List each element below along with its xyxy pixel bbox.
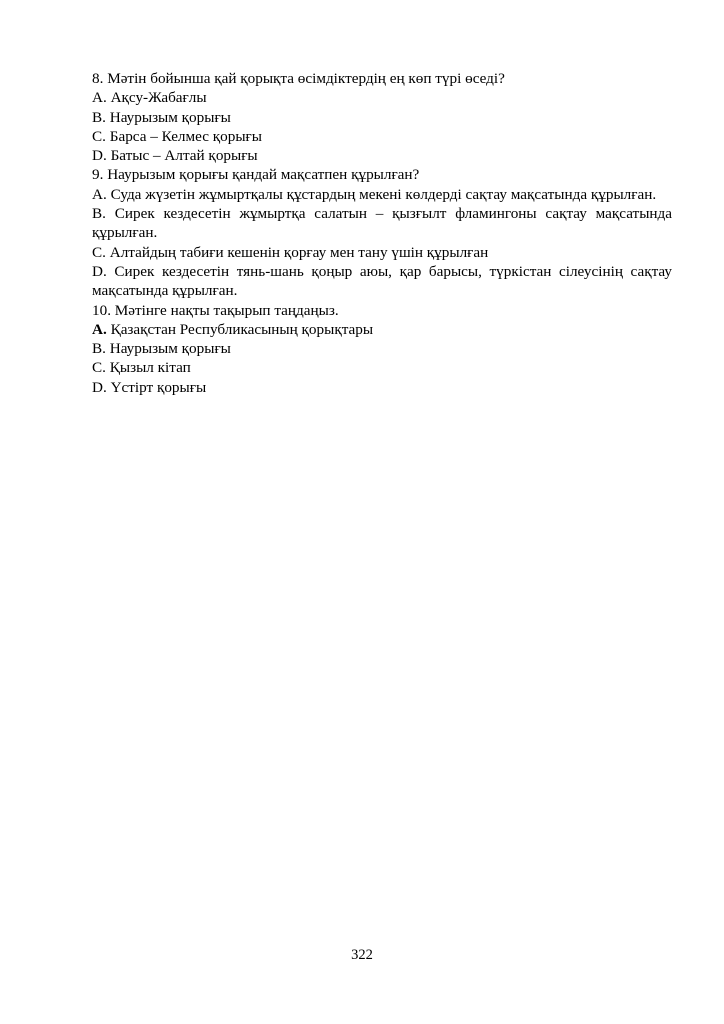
option-letter: D. — [92, 378, 107, 396]
question-text: 8. Мәтін бойынша қай қорықта өсімдіктердің ең көп түрі өседі? — [92, 70, 505, 87]
option-letter: B. — [92, 205, 106, 223]
document-page — [92, 69, 672, 397]
option-letter: A. — [92, 320, 107, 338]
option-letter: D. — [92, 147, 107, 165]
question-text: 9. Наурызым қорығы қандай мақсатпен құрылған? — [92, 166, 420, 184]
option-letter: B. — [92, 108, 106, 126]
question-9 — [92, 165, 672, 300]
option-letter: A. — [92, 185, 107, 203]
question-text: 10. Мәтінге нақты тақырып таңдаңыз. — [92, 301, 339, 319]
option-letter: C. — [92, 127, 106, 145]
answer-option-a — [92, 88, 672, 107]
option-text: Наурызым қорығы — [105, 108, 231, 126]
option-letter: A. — [92, 89, 107, 107]
option-text: Қазақстан Республикасының қорықтары — [106, 320, 374, 338]
answer-option-d — [92, 262, 672, 301]
option-letter: B. — [92, 340, 106, 358]
answer-option-a — [92, 320, 672, 339]
answer-option-b — [92, 339, 672, 358]
option-letter: D. — [92, 262, 107, 280]
answer-option-d — [92, 146, 672, 165]
option-text: Қызыл кітап — [105, 359, 191, 377]
question-10 — [92, 301, 672, 397]
option-text: Батыс – Алтай қорығы — [106, 147, 258, 165]
question-8 — [92, 69, 672, 165]
option-text: Алтайдың табиғи кешенін қорғау мен тану үшін құрылған — [105, 243, 489, 261]
option-text: Үстірт қорығы — [106, 378, 207, 396]
answer-option-c — [92, 127, 672, 146]
option-text: Барса – Келмес қорығы — [105, 127, 262, 145]
answer-option-a — [92, 185, 672, 204]
answer-option-d — [92, 378, 672, 397]
answer-option-b — [92, 108, 672, 127]
page-number: 322 — [351, 947, 373, 963]
option-text: Сирек кездесетін тянь-шань қоңыр аюы, қар барысы, түркістан сілеусінің сақтау мақсатында құрылған. — [92, 262, 672, 300]
option-letter: C. — [92, 243, 106, 261]
option-text: Сирек кездесетін жұмыртқа салатын – қызғылт фламингоны сақтау мақсатында құрылған. — [92, 205, 672, 242]
option-letter: C. — [92, 359, 106, 377]
answer-option-c — [92, 243, 672, 262]
answer-option-c — [92, 358, 672, 377]
option-text: Наурызым қорығы — [105, 340, 231, 358]
option-text: Суда жүзетін жұмыртқалы құстардың мекені көлдерді сақтау мақсатында құрылған. — [106, 185, 657, 203]
option-text: Ақсу-Жабағлы — [106, 89, 207, 107]
answer-option-b — [92, 204, 672, 243]
